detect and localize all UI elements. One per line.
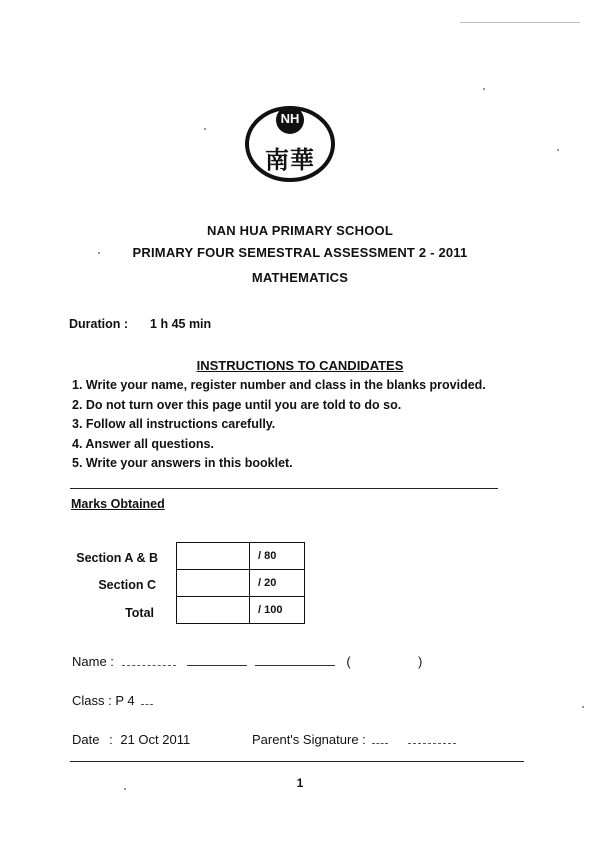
instruction-item: 2. Do not turn over this page until you are told to do so. — [72, 397, 402, 412]
scan-speck — [204, 128, 206, 130]
duration-label: Duration : — [69, 317, 129, 331]
school-logo — [244, 100, 336, 184]
marks-row-label: Section A & B — [76, 551, 158, 565]
name-blank[interactable] — [255, 653, 335, 666]
scan-speck — [98, 252, 100, 254]
logo-monogram: NH — [280, 111, 300, 126]
parent-signature-field — [252, 731, 456, 747]
scan-speck — [483, 88, 485, 90]
register-close-paren: ) — [418, 654, 423, 669]
school-name: NAN HUA PRIMARY SCHOOL — [207, 223, 393, 238]
register-open-paren: ( — [346, 654, 351, 669]
marks-max-cell: / 80 — [250, 543, 305, 570]
marks-entry-cell[interactable] — [177, 570, 250, 597]
instruction-item: 1. Write your name, register number and class in the blanks provided. — [72, 378, 486, 392]
date-separator: : — [109, 732, 113, 747]
subject-title: MATHEMATICS — [251, 270, 349, 285]
marks-row-label: Total — [125, 606, 154, 620]
table-row — [177, 597, 305, 624]
scan-speck — [460, 22, 580, 23]
marks-max-cell: / 100 — [250, 597, 305, 624]
assessment-title: PRIMARY FOUR SEMESTRAL ASSESSMENT 2 - 2011 — [132, 245, 468, 260]
instructions-title: INSTRUCTIONS TO CANDIDATES — [196, 358, 404, 373]
instruction-item: 3. Follow all instructions carefully. — [72, 417, 276, 431]
date-field — [72, 732, 190, 747]
marks-table — [176, 542, 305, 624]
marks-max-cell: / 20 — [250, 570, 305, 597]
scan-speck — [124, 788, 126, 790]
marks-entry-cell[interactable] — [177, 597, 250, 624]
marks-obtained-title: Marks Obtained — [71, 497, 165, 511]
duration-value: 1 h 45 min — [150, 317, 212, 331]
table-row — [177, 543, 305, 570]
parent-signature-label: Parent's Signature : — [252, 732, 366, 747]
instruction-item: 4. Answer all questions. — [72, 436, 214, 451]
name-blank[interactable] — [187, 653, 247, 666]
page-number: 1 — [296, 776, 304, 790]
logo-chinese-characters: 南華 — [265, 146, 315, 174]
footer-divider — [70, 761, 524, 762]
class-label: Class : — [72, 693, 112, 708]
signature-blank[interactable] — [408, 731, 456, 744]
scan-speck — [557, 149, 559, 151]
date-value: 21 Oct 2011 — [120, 732, 191, 747]
signature-blank[interactable] — [372, 731, 388, 744]
instructions-list — [72, 376, 486, 474]
table-row — [177, 570, 305, 597]
class-field — [72, 692, 153, 708]
name-field — [72, 653, 422, 669]
section-divider — [70, 488, 498, 489]
name-label: Name : — [72, 654, 114, 669]
duration-line — [69, 317, 211, 331]
marks-entry-cell[interactable] — [177, 543, 250, 570]
marks-row-label: Section C — [98, 578, 156, 592]
class-value: P 4 — [115, 693, 135, 708]
name-blank[interactable] — [122, 653, 176, 666]
instruction-item: 5. Write your answers in this booklet. — [72, 456, 293, 470]
date-label: Date — [72, 732, 100, 747]
scan-speck — [582, 706, 584, 708]
class-blank[interactable] — [141, 692, 153, 705]
